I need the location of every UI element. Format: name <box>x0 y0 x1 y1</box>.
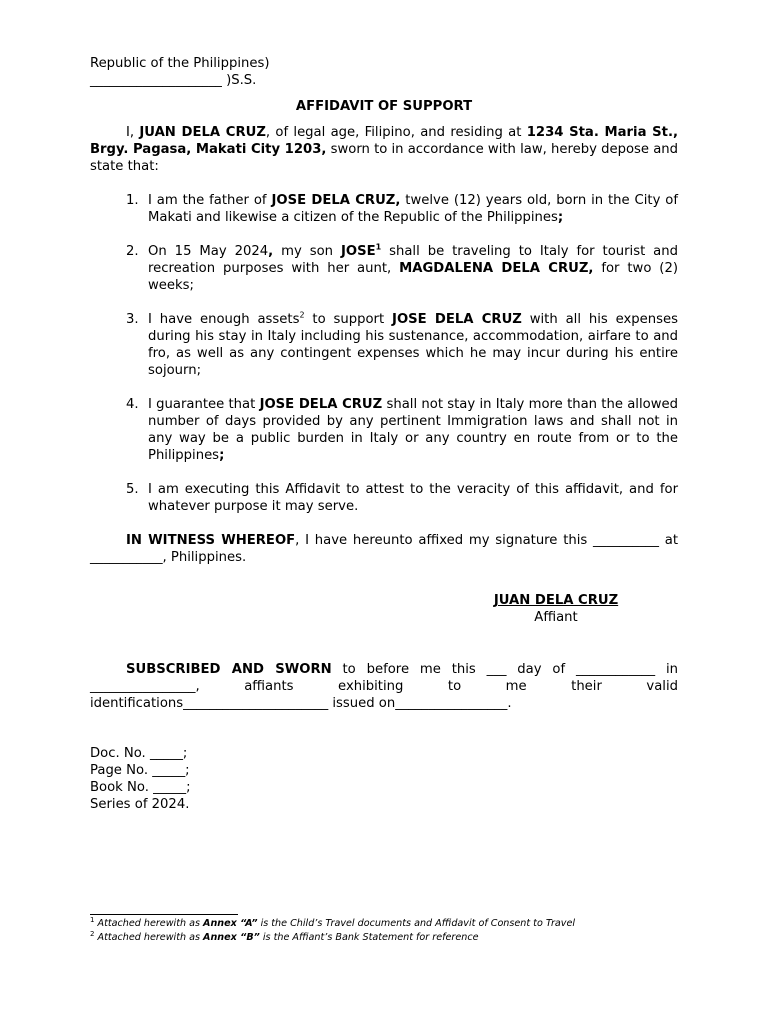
notarial-register <box>90 745 678 813</box>
venue-line-2: ____________________ )S.S. <box>90 73 257 88</box>
list-item: 3. I have enough assets$^2$ to support JOSE DELA CRUZ with all his expenses during his stay in Italy including his sustenance, accommodation, airfare to and fro, as well as any contingent expenses which he may incur during his entire sojourn; <box>126 310 678 378</box>
footnote-ref-2: 2 <box>299 310 305 320</box>
footnote-divider <box>90 914 238 915</box>
list-item: 5. I am executing this Affidavit to attest to the veracity of this affidavit, and for whatever purpose it may serve. <box>126 482 678 514</box>
book-number: Book No. _____; <box>90 780 191 795</box>
signature-block <box>478 592 634 626</box>
venue-line-1: Republic of the Philippines) <box>90 56 270 71</box>
witness-clause: IN WITNESS WHEREOF, I have hereunto affixed my signature this __________ at ___________, Philippines. <box>90 533 678 565</box>
series-year: Series of 2024. <box>90 797 190 812</box>
affiant-address: 1234 Sta. Maria St., Brgy. Pagasa, Makati City 1203, <box>90 125 678 157</box>
doc-number: Doc. No. _____; <box>90 746 188 761</box>
document-title: AFFIDAVIT OF SUPPORT <box>295 99 473 114</box>
footnote-2: $^2$ Attached herewith as Annex “B” is the Affiant’s Bank Statement for reference <box>90 929 479 943</box>
affidavit-page <box>90 55 678 813</box>
jurat-paragraph: SUBSCRIBED AND SWORN to before me this ___ day of ____________ in ________________, affiants exhibiting to me their valid identifications______________________ issued on_________________. <box>90 662 678 711</box>
footnote-ref-1: 1 <box>375 242 382 252</box>
list-item: 2. On 15 May 2024, my son JOSE$^1$ shall be traveling to Italy for tourist and recreation purposes with her aunt, MAGDALENA DELA CRUZ, for two (2) weeks; <box>126 242 678 293</box>
affiant-name: JUAN DELA CRUZ <box>139 125 266 140</box>
signatory-name: JUAN DELA CRUZ <box>493 593 619 608</box>
intro-paragraph: I, JUAN DELA CRUZ, of legal age, Filipino, and residing at 1234 Sta. Maria St., Brgy. Pagasa, Makati City 1203, sworn to in accordance with law, hereby depose and state that: <box>90 125 679 174</box>
statement-list <box>90 192 678 515</box>
signatory-role: Affiant <box>534 610 578 625</box>
page-number: Page No. _____; <box>90 763 190 778</box>
list-item: 4. I guarantee that JOSE DELA CRUZ shall not stay in Italy more than the allowed number of days provided by any pertinent Immigration laws and shall not in any way be a public burden in Italy or any country en route from or to the Philippines; <box>126 397 678 463</box>
footnote-1: $^1$ Attached herewith as Annex “A” is the Child’s Travel documents and Affidavit of Consent to Travel <box>90 915 576 929</box>
list-item: 1. I am the father of JOSE DELA CRUZ, twelve (12) years old, born in the City of Makati and likewise a citizen of the Republic of the Philippines; <box>126 193 679 225</box>
